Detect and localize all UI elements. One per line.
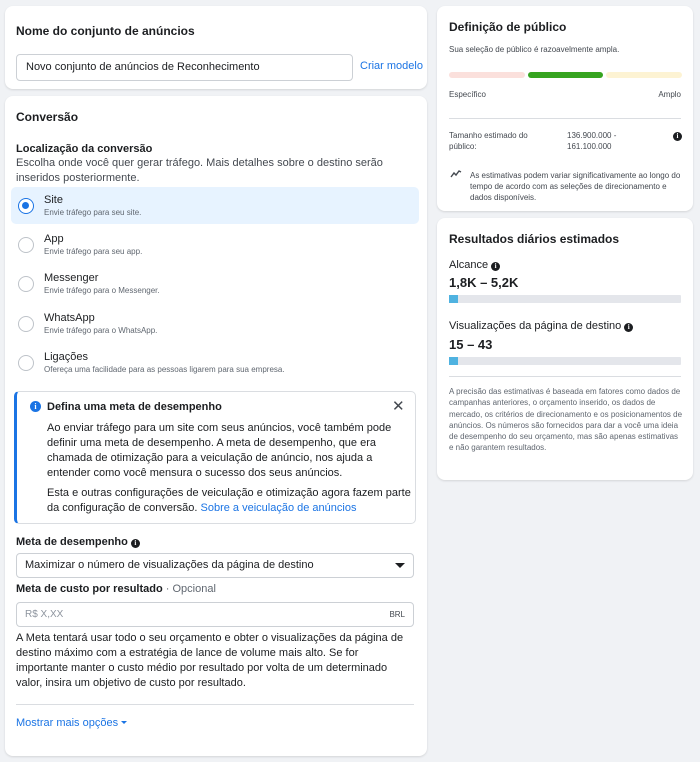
info-icon[interactable]: i bbox=[131, 539, 140, 548]
radio-label: Site bbox=[44, 194, 63, 206]
create-template-link[interactable]: Criar modelo bbox=[360, 60, 423, 72]
info-icon: i bbox=[30, 401, 41, 412]
radio-description: Envie tráfego para seu app. bbox=[44, 247, 143, 256]
gauge-segment-broad bbox=[606, 72, 682, 78]
reach-bar bbox=[449, 295, 681, 303]
caret-down-icon bbox=[121, 721, 127, 724]
notice-text: Esta e outras configurações de veiculação e otimização agora fazem parte da configuração de conversão. bbox=[47, 487, 411, 514]
radio-description: Ofereça uma facilidade para as pessoas ligarem para sua empresa. bbox=[44, 365, 285, 374]
radio-label: Messenger bbox=[44, 272, 99, 284]
radio-button[interactable] bbox=[18, 237, 34, 253]
radio-label: Ligações bbox=[44, 351, 89, 363]
radio-option-whatsapp[interactable] bbox=[11, 305, 419, 342]
ad-delivery-link[interactable]: Sobre a veiculação de anúncios bbox=[200, 502, 357, 514]
audience-size-label: Tamanho estimado do público: bbox=[449, 131, 528, 151]
performance-goal-label-text: Meta de desempenho bbox=[16, 536, 128, 548]
cost-per-result-description: A Meta tentará usar todo o seu orçamento e obter o visualizações da página de destino máximo com a estratégia de lance de volume mais alto. Se for importante manter o custo médio por resultado por volta de um determinado valor, insira um objetivo de custo por resultado. bbox=[16, 632, 404, 689]
estimate-accuracy-note: A precisão das estimativas é baseada em fatores como dados de campanhas anteriores, o orçamento inserido, os dados de mercado, os critérios de direcionamento e os posicionamentos de anúncios. Os números são fornecidos para dar a você uma ideia de desempenho do seu orçamento, mas são apenas estimativas e não garantem resultados. bbox=[449, 387, 683, 453]
gauge-label-broad: Amplo bbox=[658, 90, 681, 99]
radio-button[interactable] bbox=[18, 276, 34, 292]
radio-description: Envie tráfego para o Messenger. bbox=[44, 286, 160, 295]
performance-goal-notice-text-2 bbox=[47, 486, 415, 516]
radio-button-selected[interactable] bbox=[18, 198, 34, 214]
radio-description: Envie tráfego para o WhatsApp. bbox=[44, 326, 158, 335]
ad-set-name-input[interactable]: Novo conjunto de anúncios de Reconhecimento bbox=[16, 54, 353, 81]
radio-option-site[interactable] bbox=[11, 187, 419, 224]
audience-definition-title: Definição de público bbox=[449, 20, 567, 34]
performance-goal-notice-title: Defina uma meta de desempenho bbox=[47, 401, 222, 413]
landing-page-views-bar-fill bbox=[449, 357, 458, 365]
cost-per-result-label bbox=[16, 583, 216, 595]
radio-button[interactable] bbox=[18, 316, 34, 332]
gauge-segment-specific bbox=[449, 72, 525, 78]
performance-goal-value: Maximizar o número de visualizações da página de destino bbox=[25, 559, 314, 571]
landing-page-views-bar bbox=[449, 357, 681, 365]
landing-page-views-value: 15 – 43 bbox=[449, 337, 493, 352]
radio-option-calls[interactable] bbox=[11, 344, 419, 381]
daily-results-card bbox=[437, 218, 693, 480]
performance-goal-notice bbox=[14, 391, 416, 524]
divider bbox=[16, 704, 414, 705]
reach-label bbox=[449, 259, 500, 271]
show-more-options-link[interactable] bbox=[16, 717, 127, 729]
info-icon[interactable]: i bbox=[673, 132, 682, 141]
info-icon[interactable]: i bbox=[624, 323, 633, 332]
ad-set-name-title: Nome do conjunto de anúncios bbox=[16, 24, 195, 38]
performance-goal-notice-text: Ao enviar tráfego para um site com seus anúncios, você também pode definir uma meta de desempenho. A meta de desempenho, que era chamada de otimização para a veiculação de anúncio, nos ajuda a entender como você mensura o sucesso dos seus anúncios. bbox=[47, 422, 392, 479]
reach-bar-fill bbox=[449, 295, 458, 303]
optional-tag: · Opcional bbox=[162, 583, 216, 595]
radio-label: App bbox=[44, 233, 64, 245]
radio-button[interactable] bbox=[18, 355, 34, 371]
reach-value: 1,8K – 5,2K bbox=[449, 275, 519, 290]
audience-estimate-note: As estimativas podem variar significativamente ao longo do tempo de acordo com as seleções de direcionamento e dados disponíveis. bbox=[470, 171, 681, 202]
cost-per-result-input[interactable] bbox=[16, 602, 414, 627]
conversion-title: Conversão bbox=[16, 110, 79, 124]
landing-page-views-label bbox=[449, 320, 633, 332]
radio-option-messenger[interactable] bbox=[11, 265, 419, 302]
landing-page-views-label-text: Visualizações da página de destino bbox=[449, 320, 622, 332]
show-more-options-text: Mostrar mais opções bbox=[16, 717, 119, 729]
close-icon[interactable]: ✕ bbox=[392, 398, 405, 415]
audience-summary: Sua seleção de público é razoavelmente ampla. bbox=[449, 45, 620, 54]
reach-label-text: Alcance bbox=[449, 259, 489, 271]
audience-definition-card bbox=[437, 6, 693, 211]
conversion-card bbox=[5, 96, 427, 756]
conversion-location-description: Escolha onde você quer gerar tráfego. Mais detalhes sobre o destino serão inseridos posteriormente. bbox=[16, 157, 383, 184]
gauge-segment-current bbox=[528, 72, 603, 78]
daily-results-title: Resultados diários estimados bbox=[449, 232, 620, 246]
ad-set-name-card bbox=[5, 6, 427, 89]
radio-description: Envie tráfego para seu site. bbox=[44, 208, 142, 217]
audience-size-value: 136.900.000 - 161.100.000 bbox=[567, 131, 617, 151]
info-icon[interactable]: i bbox=[491, 262, 500, 271]
divider bbox=[449, 376, 681, 377]
conversion-location-title: Localização da conversão bbox=[16, 143, 153, 155]
performance-goal-label bbox=[16, 536, 140, 548]
radio-label: WhatsApp bbox=[44, 312, 95, 324]
cost-placeholder: R$ X,XX bbox=[25, 609, 64, 620]
radio-option-app[interactable] bbox=[11, 226, 419, 263]
divider bbox=[449, 118, 681, 119]
cost-per-result-label-text: Meta de custo por resultado bbox=[16, 583, 163, 595]
caret-down-icon bbox=[395, 563, 405, 568]
currency-label: BRL bbox=[389, 610, 405, 619]
gauge-label-specific: Específico bbox=[449, 90, 486, 99]
trend-icon bbox=[450, 169, 462, 182]
performance-goal-select[interactable] bbox=[16, 553, 414, 578]
